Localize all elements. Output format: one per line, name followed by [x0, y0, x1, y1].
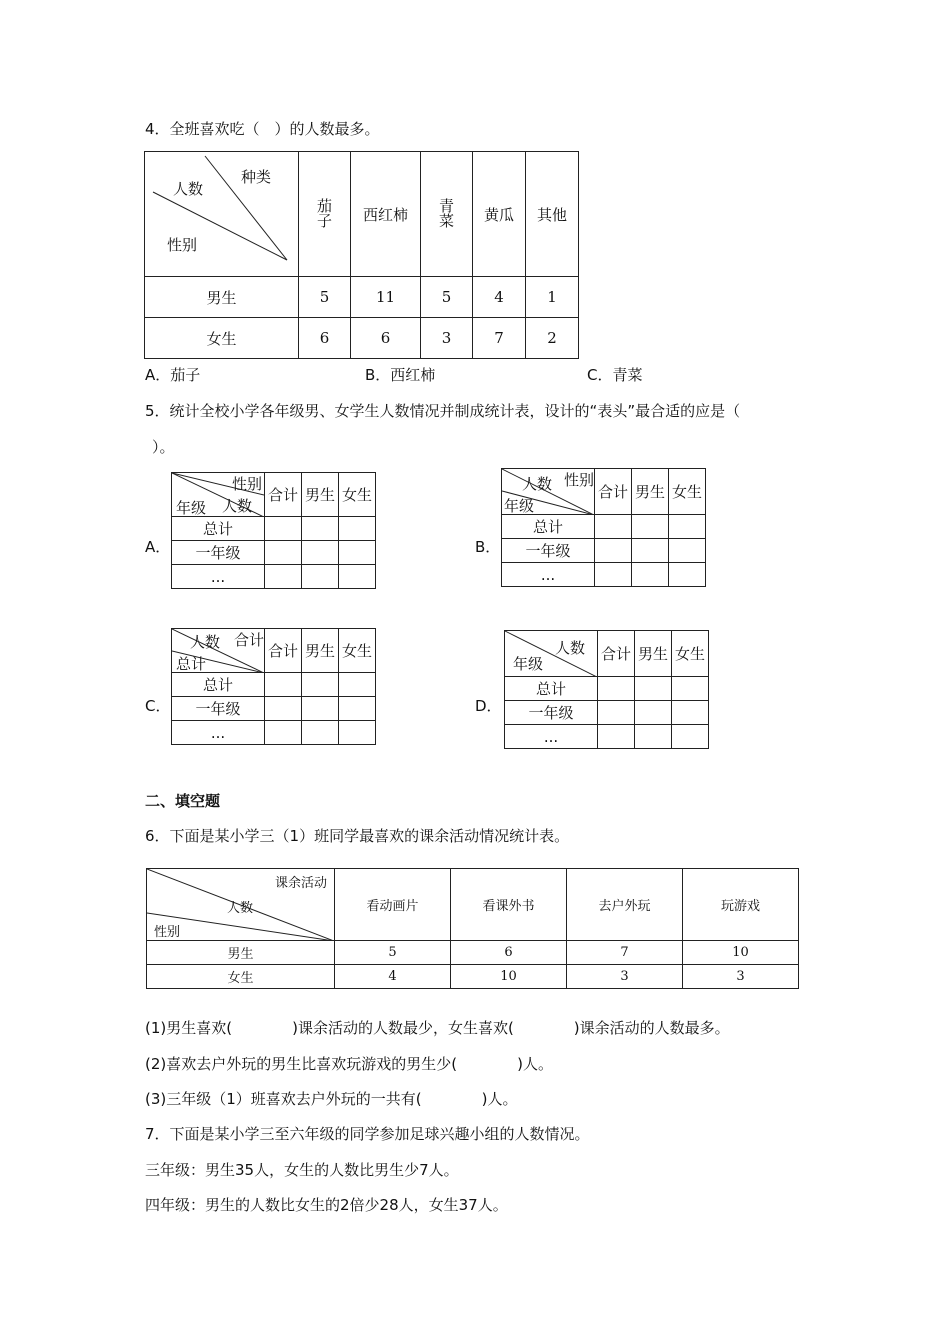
q7-line2: 四年级：男生的人数比女生的2倍少28人，女生37人。 [145, 1196, 508, 1214]
q5-option-c-label[interactable]: C． [145, 697, 171, 715]
q4-option-a[interactable]: A．茄子 [145, 366, 201, 384]
column-header: 西红柿 [351, 152, 421, 277]
q6-sub1: (1)男生喜欢( )课余活动的人数最少，女生喜欢( )课余活动的人数最多。 [145, 1019, 730, 1037]
q5-option-d-label[interactable]: D． [475, 697, 502, 715]
table-corner: 合计 人数 总计 [172, 629, 265, 673]
column-header: 其他 [526, 152, 579, 277]
q6-table [146, 868, 799, 989]
section-title: 二、填空题 [145, 792, 221, 810]
corner-bottom-label: 性别 [167, 236, 198, 254]
column-header: 看课外书 [451, 869, 567, 941]
q5-question: 5．统计全校小学各年级男、女学生人数情况并制成统计表，设计的“表头”最合适的应是（ [145, 402, 741, 420]
table-corner: 性别 人数 年级 [502, 469, 595, 515]
q6-question: 6．下面是某小学三（1）班同学最喜欢的课余活动情况统计表。 [145, 827, 570, 845]
q6-sub3: (3)三年级（1）班喜欢去户外玩的一共有( )人。 [145, 1090, 518, 1108]
corner-mid-label: 人数 [173, 180, 204, 198]
column-header: 去户外玩 [567, 869, 683, 941]
column-header: 看动画片 [335, 869, 451, 941]
q4-table [144, 151, 579, 359]
q5-question-cont: ）。 [152, 438, 175, 456]
table-row: 男生 5 11 5 4 1 [145, 277, 579, 318]
q6-table-corner: 课余活动 人数 性别 [147, 869, 335, 941]
column-header: 青菜 [421, 152, 473, 277]
q5-option-b-table: 性别 人数 年级 合计 男生 女生 总计 一年级 ... [501, 468, 706, 587]
q5-option-a-table: 性别 人数 年级 合计 男生 女生 总计 一年级 ... [171, 472, 376, 589]
column-header: 茄子 [299, 152, 351, 277]
table-corner: 人数 年级 [505, 631, 598, 677]
q6-sub2: (2)喜欢去户外玩的男生比喜欢玩游戏的男生少( )人。 [145, 1055, 553, 1073]
column-header: 黄瓜 [473, 152, 526, 277]
column-header: 玩游戏 [683, 869, 799, 941]
q7-question: 7．下面是某小学三至六年级的同学参加足球兴趣小组的人数情况。 [145, 1125, 590, 1143]
q7-line1: 三年级：男生35人，女生的人数比男生少7人。 [145, 1161, 459, 1179]
table-row: 女生 4 10 3 3 [147, 965, 799, 989]
q4-option-c[interactable]: C．青菜 [587, 366, 643, 384]
q4-question: 4．全班喜欢吃（ ）的人数最多。 [145, 120, 380, 138]
table-row: 男生 5 6 7 10 [147, 941, 799, 965]
q4-table-corner [145, 152, 299, 277]
q5-option-c-table: 合计 人数 总计 合计 男生 女生 总计 一年级 ... [171, 628, 376, 745]
q4-option-b[interactable]: B．西红柿 [365, 366, 436, 384]
diagonal-lines [145, 152, 298, 277]
table-corner: 性别 人数 年级 [172, 473, 265, 517]
q5-option-d-table: 人数 年级 合计 男生 女生 总计 一年级 ... [504, 630, 709, 749]
q5-option-b-label[interactable]: B． [475, 538, 501, 556]
q5-option-a-label[interactable]: A． [145, 538, 171, 556]
table-row: 女生 6 6 3 7 2 [145, 318, 579, 359]
corner-top-label: 种类 [241, 168, 272, 186]
